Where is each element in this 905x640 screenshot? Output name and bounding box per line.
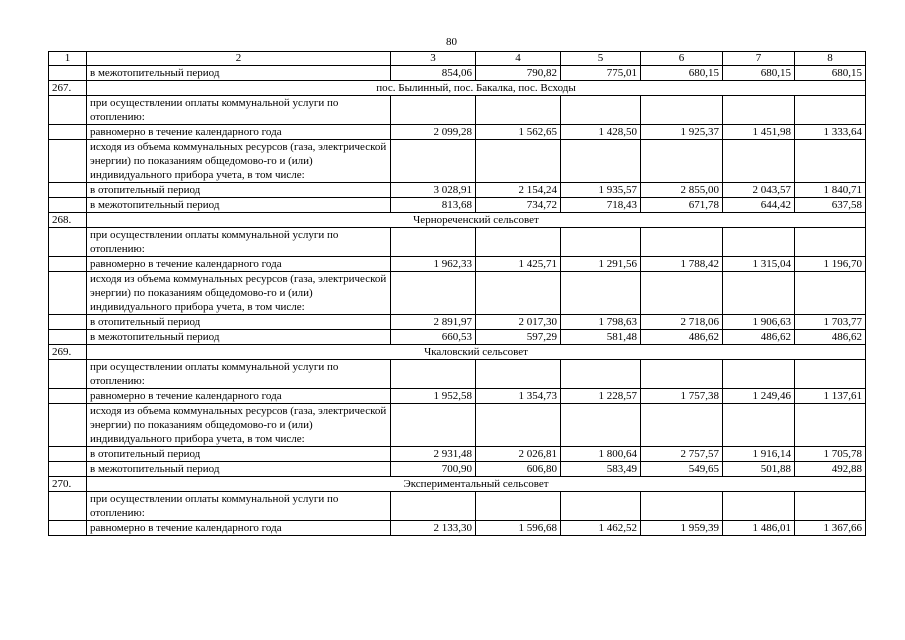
row-index-cell xyxy=(49,462,87,477)
column-header: 3 xyxy=(391,52,476,66)
value-cell: 813,68 xyxy=(391,198,476,213)
empty-cell xyxy=(561,140,641,183)
section-title: Экспериментальный сельсовет xyxy=(87,477,866,492)
column-header: 8 xyxy=(795,52,866,66)
value-cell: 1 798,63 xyxy=(561,315,641,330)
table-row xyxy=(49,198,866,213)
value-cell: 581,48 xyxy=(561,330,641,345)
value-cell: 1 962,33 xyxy=(391,257,476,272)
row-label: исходя из объема коммунальных ресурсов (газа, электрической энергии) по показаниям общедомово-го и (или) индивидуального прибора учета, в том числе: xyxy=(87,404,391,447)
value-cell: 637,58 xyxy=(795,198,866,213)
value-cell: 1 703,77 xyxy=(795,315,866,330)
row-index-cell xyxy=(49,66,87,81)
value-cell: 790,82 xyxy=(476,66,561,81)
row-index-cell xyxy=(49,492,87,521)
section-index: 269. xyxy=(49,345,87,360)
value-cell: 2 154,24 xyxy=(476,183,561,198)
column-header: 4 xyxy=(476,52,561,66)
value-cell: 2 757,57 xyxy=(641,447,723,462)
value-cell: 1 425,71 xyxy=(476,257,561,272)
empty-cell xyxy=(476,404,561,447)
row-index-cell xyxy=(49,96,87,125)
value-cell: 2 026,81 xyxy=(476,447,561,462)
row-label: при осуществлении оплаты коммунальной услуги по отоплению: xyxy=(87,96,391,125)
column-header: 7 xyxy=(723,52,795,66)
text-row xyxy=(49,404,866,447)
row-index-cell xyxy=(49,140,87,183)
section-title: Чернореченский сельсовет xyxy=(87,213,866,228)
value-cell: 775,01 xyxy=(561,66,641,81)
value-cell: 1 757,38 xyxy=(641,389,723,404)
row-label: в отопительный период xyxy=(87,315,391,330)
value-cell: 486,62 xyxy=(641,330,723,345)
section-title: Чкаловский сельсовет xyxy=(87,345,866,360)
row-label: равномерно в течение календарного года xyxy=(87,389,391,404)
value-cell: 700,90 xyxy=(391,462,476,477)
value-cell: 734,72 xyxy=(476,198,561,213)
table-row xyxy=(49,521,866,536)
value-cell: 1 367,66 xyxy=(795,521,866,536)
value-cell: 597,29 xyxy=(476,330,561,345)
row-index-cell xyxy=(49,360,87,389)
value-cell: 1 291,56 xyxy=(561,257,641,272)
empty-cell xyxy=(476,140,561,183)
column-header: 5 xyxy=(561,52,641,66)
text-row xyxy=(49,140,866,183)
value-cell: 2 043,57 xyxy=(723,183,795,198)
value-cell: 1 840,71 xyxy=(795,183,866,198)
empty-cell xyxy=(641,360,723,389)
empty-cell xyxy=(561,360,641,389)
value-cell: 680,15 xyxy=(641,66,723,81)
value-cell: 1 562,65 xyxy=(476,125,561,140)
row-label: в межотопительный период xyxy=(87,66,391,81)
value-cell: 1 249,46 xyxy=(723,389,795,404)
section-row xyxy=(49,477,866,492)
value-cell: 1 196,70 xyxy=(795,257,866,272)
value-cell: 1 705,78 xyxy=(795,447,866,462)
value-cell: 583,49 xyxy=(561,462,641,477)
value-cell: 1 228,57 xyxy=(561,389,641,404)
value-cell: 3 028,91 xyxy=(391,183,476,198)
row-index-cell xyxy=(49,228,87,257)
row-label: в межотопительный период xyxy=(87,462,391,477)
row-index-cell xyxy=(49,404,87,447)
section-title: пос. Былинный, пос. Бакалка, пос. Всходы xyxy=(87,81,866,96)
row-label: при осуществлении оплаты коммунальной услуги по отоплению: xyxy=(87,228,391,257)
tariff-table xyxy=(48,51,866,536)
value-cell: 1 333,64 xyxy=(795,125,866,140)
table-row xyxy=(49,447,866,462)
empty-cell xyxy=(723,404,795,447)
value-cell: 2 718,06 xyxy=(641,315,723,330)
row-label: в межотопительный период xyxy=(87,330,391,345)
value-cell: 644,42 xyxy=(723,198,795,213)
row-label: исходя из объема коммунальных ресурсов (газа, электрической энергии) по показаниям общедомово-го и (или) индивидуального прибора учета, в том числе: xyxy=(87,272,391,315)
row-label: равномерно в течение календарного года xyxy=(87,521,391,536)
empty-cell xyxy=(795,140,866,183)
text-row xyxy=(49,96,866,125)
empty-cell xyxy=(723,96,795,125)
row-label: в отопительный период xyxy=(87,183,391,198)
value-cell: 1 451,98 xyxy=(723,125,795,140)
row-label: при осуществлении оплаты коммунальной услуги по отоплению: xyxy=(87,492,391,521)
value-cell: 1 800,64 xyxy=(561,447,641,462)
value-cell: 1 916,14 xyxy=(723,447,795,462)
table-row xyxy=(49,330,866,345)
text-row xyxy=(49,272,866,315)
table-row xyxy=(49,462,866,477)
empty-cell xyxy=(391,96,476,125)
value-cell: 501,88 xyxy=(723,462,795,477)
section-index: 268. xyxy=(49,213,87,228)
value-cell: 1 354,73 xyxy=(476,389,561,404)
row-label: равномерно в течение календарного года xyxy=(87,125,391,140)
empty-cell xyxy=(795,492,866,521)
empty-cell xyxy=(641,96,723,125)
empty-cell xyxy=(795,360,866,389)
row-index-cell xyxy=(49,183,87,198)
empty-cell xyxy=(391,140,476,183)
value-cell: 1 462,52 xyxy=(561,521,641,536)
empty-cell xyxy=(723,140,795,183)
empty-cell xyxy=(641,272,723,315)
value-cell: 1 906,63 xyxy=(723,315,795,330)
text-row xyxy=(49,492,866,521)
row-index-cell xyxy=(49,272,87,315)
empty-cell xyxy=(723,492,795,521)
empty-cell xyxy=(391,228,476,257)
row-index-cell xyxy=(49,257,87,272)
empty-cell xyxy=(561,492,641,521)
value-cell: 2 855,00 xyxy=(641,183,723,198)
section-index: 267. xyxy=(49,81,87,96)
value-cell: 718,43 xyxy=(561,198,641,213)
empty-cell xyxy=(561,272,641,315)
column-header: 1 xyxy=(49,52,87,66)
header-row xyxy=(49,52,866,66)
value-cell: 1 428,50 xyxy=(561,125,641,140)
table-row xyxy=(49,125,866,140)
row-index-cell xyxy=(49,198,87,213)
value-cell: 1 486,01 xyxy=(723,521,795,536)
value-cell: 2 133,30 xyxy=(391,521,476,536)
page-number: 80 xyxy=(446,36,457,48)
value-cell: 1 596,68 xyxy=(476,521,561,536)
value-cell: 2 931,48 xyxy=(391,447,476,462)
row-label: в межотопительный период xyxy=(87,198,391,213)
column-header: 6 xyxy=(641,52,723,66)
empty-cell xyxy=(795,272,866,315)
value-cell: 486,62 xyxy=(795,330,866,345)
empty-cell xyxy=(723,360,795,389)
value-cell: 1 788,42 xyxy=(641,257,723,272)
empty-cell xyxy=(795,96,866,125)
empty-cell xyxy=(795,228,866,257)
row-index-cell xyxy=(49,389,87,404)
table-row xyxy=(49,315,866,330)
column-header: 2 xyxy=(87,52,391,66)
table-row xyxy=(49,183,866,198)
value-cell: 1 925,37 xyxy=(641,125,723,140)
value-cell: 1 935,57 xyxy=(561,183,641,198)
value-cell: 486,62 xyxy=(723,330,795,345)
empty-cell xyxy=(723,272,795,315)
row-index-cell xyxy=(49,125,87,140)
section-row xyxy=(49,345,866,360)
row-label: в отопительный период xyxy=(87,447,391,462)
row-index-cell xyxy=(49,447,87,462)
row-label: равномерно в течение календарного года xyxy=(87,257,391,272)
empty-cell xyxy=(391,492,476,521)
empty-cell xyxy=(561,96,641,125)
row-label: исходя из объема коммунальных ресурсов (газа, электрической энергии) по показаниям общедомово-го и (или) индивидуального прибора учета, в том числе: xyxy=(87,140,391,183)
value-cell: 492,88 xyxy=(795,462,866,477)
value-cell: 660,53 xyxy=(391,330,476,345)
value-cell: 671,78 xyxy=(641,198,723,213)
empty-cell xyxy=(391,404,476,447)
value-cell: 1 952,58 xyxy=(391,389,476,404)
empty-cell xyxy=(561,228,641,257)
value-cell: 2 017,30 xyxy=(476,315,561,330)
empty-cell xyxy=(476,272,561,315)
empty-cell xyxy=(641,492,723,521)
value-cell: 1 137,61 xyxy=(795,389,866,404)
empty-cell xyxy=(641,404,723,447)
empty-cell xyxy=(391,360,476,389)
empty-cell xyxy=(641,228,723,257)
empty-cell xyxy=(561,404,641,447)
value-cell: 854,06 xyxy=(391,66,476,81)
empty-cell xyxy=(476,360,561,389)
text-row xyxy=(49,228,866,257)
text-row xyxy=(49,360,866,389)
value-cell: 2 891,97 xyxy=(391,315,476,330)
row-index-cell xyxy=(49,315,87,330)
empty-cell xyxy=(476,228,561,257)
value-cell: 2 099,28 xyxy=(391,125,476,140)
value-cell: 680,15 xyxy=(723,66,795,81)
empty-cell xyxy=(476,96,561,125)
empty-cell xyxy=(723,228,795,257)
row-label: при осуществлении оплаты коммунальной услуги по отоплению: xyxy=(87,360,391,389)
row-index-cell xyxy=(49,330,87,345)
value-cell: 606,80 xyxy=(476,462,561,477)
table-row xyxy=(49,389,866,404)
empty-cell xyxy=(476,492,561,521)
empty-cell xyxy=(795,404,866,447)
value-cell: 680,15 xyxy=(795,66,866,81)
value-cell: 549,65 xyxy=(641,462,723,477)
empty-cell xyxy=(641,140,723,183)
section-row xyxy=(49,81,866,96)
section-index: 270. xyxy=(49,477,87,492)
value-cell: 1 315,04 xyxy=(723,257,795,272)
empty-cell xyxy=(391,272,476,315)
section-row xyxy=(49,213,866,228)
value-cell: 1 959,39 xyxy=(641,521,723,536)
row-index-cell xyxy=(49,521,87,536)
table-row xyxy=(49,66,866,81)
table-row xyxy=(49,257,866,272)
